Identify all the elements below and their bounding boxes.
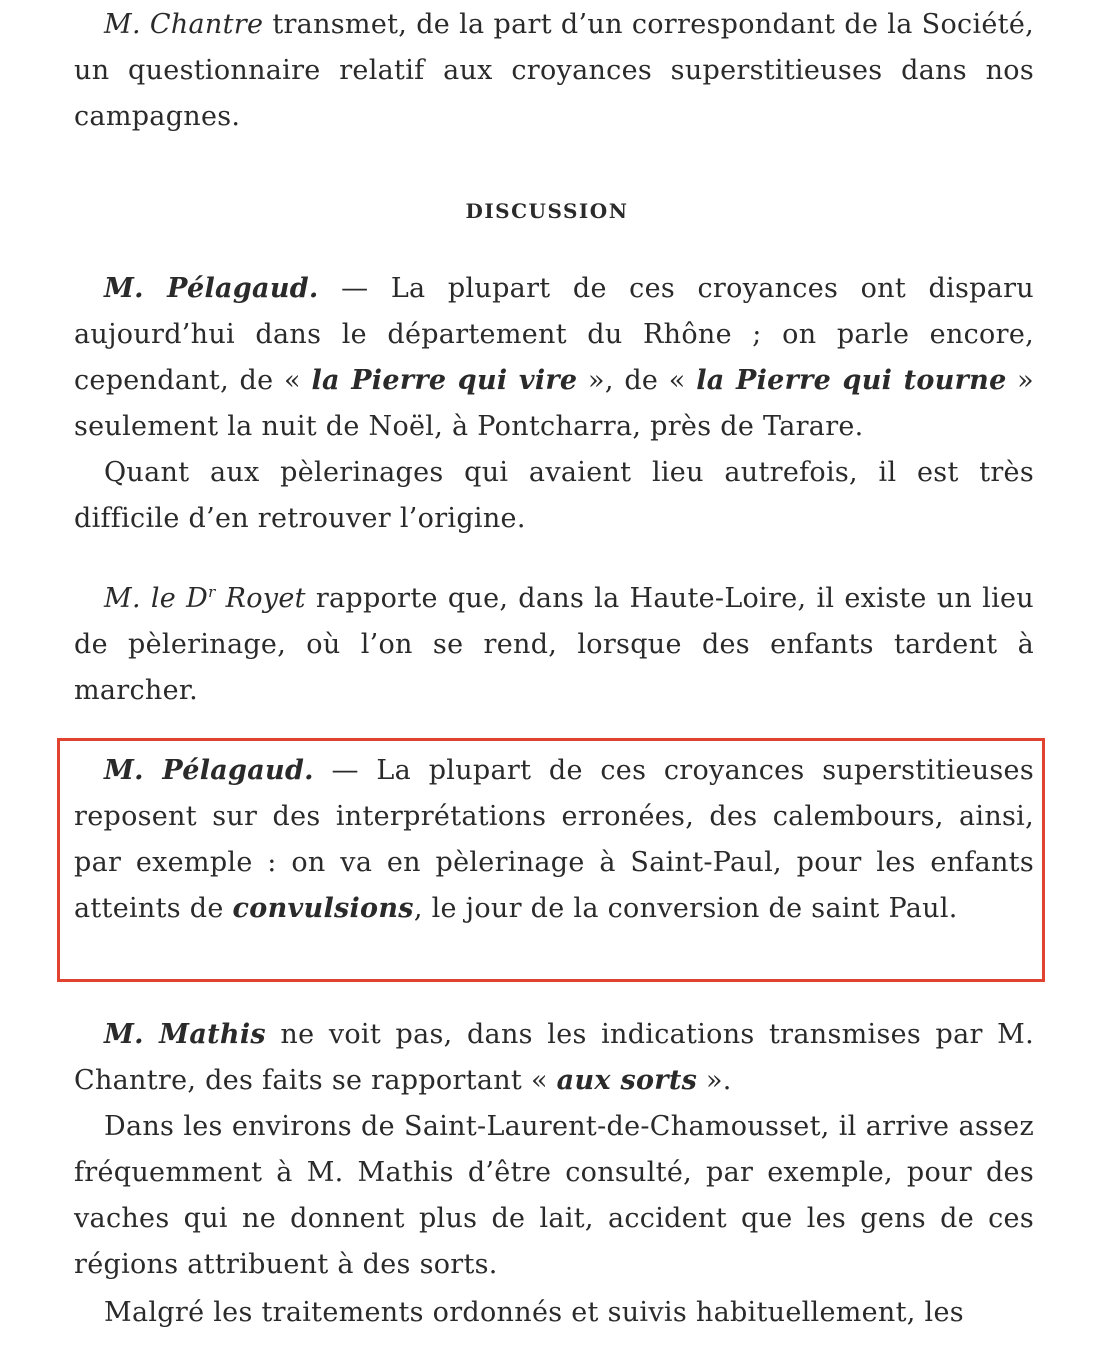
section-heading: DISCUSSION — [465, 199, 629, 223]
paragraph-text: Malgré les traitements ordonnés et suivis habituellement, les — [104, 1297, 964, 1328]
speaker-name: M. Pélagaud. — [104, 755, 314, 786]
paragraph-malgre — [74, 1290, 1034, 1336]
speaker-name: M. Pélagaud. — [104, 273, 319, 304]
paragraph-text: Dans les environs de Saint-Laurent-de-Chamousset, il arrive assez fréquemment à M. Mathis d’être consulté, par exemple, pour des vaches qui ne donnent plus de lait, accident que les gens de ces régions attribuent à des sorts. — [74, 1111, 1034, 1280]
quoted-term: aux sorts — [556, 1065, 698, 1096]
paragraph-pelerinages — [74, 450, 1034, 542]
paragraph-text: transmet, de la part d’un correspondant de la Société, un questionnaire relatif aux croyances superstitieuses dans nos campagnes. — [74, 9, 1034, 132]
paragraph-chantre — [74, 2, 1034, 140]
speaker-name: M. le $D^r$ Royet — [104, 583, 306, 614]
quoted-term: la Pierre qui vire — [311, 365, 578, 396]
paragraph-text: rapporte que, dans la Haute-Loire, il existe un lieu de pèlerinage, où l’on se rend, lorsque des enfants tardent à marcher. — [74, 583, 1034, 706]
paragraph-pelagaud-2: M. Pélagaud. — La plupart de ces croyances superstitieuses reposent sur des interprétations erronées, des calembours, ainsi, par exemple : on va en pèlerinage à Saint-Paul, pour les enfants atteints de convulsions, le jour de la conversion de saint Paul. — [74, 755, 1034, 924]
paragraph-mathis-1: M. Mathis ne voit pas, dans les indications transmises par M. Chantre, des faits se rapportant « aux sorts ». — [74, 1019, 1034, 1096]
speaker-name: M. Chantre — [104, 9, 264, 40]
paragraph-text: Quant aux pèlerinages qui avaient lieu autrefois, il est très difficile d’en retrouver l’origine. — [74, 457, 1034, 534]
emphasized-term: convulsions — [232, 893, 414, 924]
speaker-name: M. Mathis — [104, 1019, 266, 1050]
paragraph-pelagaud-1: M. Pélagaud. — La plupart de ces croyances ont disparu aujourd’hui dans le département du Rhône ; on parle encore, cependant, de « la Pierre qui vire », de « la Pierre qui tourne » seulement la nuit de Noël, à Pontcharra, près de Tarare. — [74, 273, 1034, 442]
quoted-term: la Pierre qui tourne — [696, 365, 1007, 396]
paragraph-royet — [74, 576, 1034, 714]
paragraph-mathis-2 — [74, 1104, 1034, 1288]
